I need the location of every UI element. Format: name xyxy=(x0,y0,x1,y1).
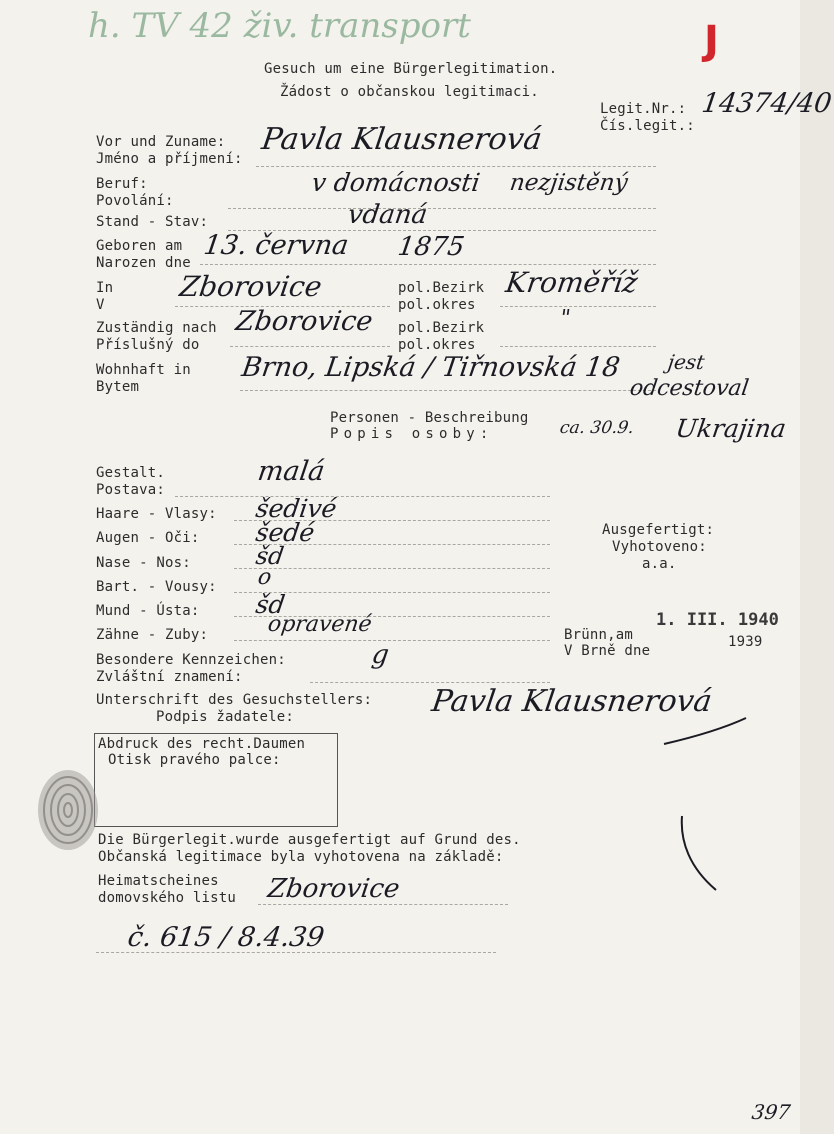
gestalt-label-cz: Postava: xyxy=(96,482,166,498)
basis-doc-value: Zborovice xyxy=(265,874,402,904)
kennzeichen-value: g xyxy=(369,640,391,670)
beruf-extra: nezjistěný xyxy=(508,170,630,196)
basis-doc-line xyxy=(258,904,508,905)
mund-value: šd xyxy=(253,590,287,619)
stand-label: Stand - Stav: xyxy=(96,214,209,230)
geboren-year: 1875 xyxy=(395,232,467,262)
geboren-label-de: Geboren am xyxy=(96,238,183,254)
geboren-label-cz: Narozen dne xyxy=(96,255,191,271)
in-bezirk-line xyxy=(500,306,656,307)
augen-value: šedé xyxy=(253,518,317,547)
geboren-value: 13. června xyxy=(201,230,351,261)
stand-value: vdaná xyxy=(345,200,430,230)
issued-year-print: 1939 xyxy=(728,634,763,650)
beruf-value: v domácnosti xyxy=(309,168,482,197)
issued-place-cz: V Brně dne xyxy=(564,643,651,659)
wohnhaft-value: Brno, Lipská / Tiřnovská 18 xyxy=(239,352,622,383)
mund-label: Mund - Ústa: xyxy=(96,603,200,619)
in-bezirk-value: Kroměříž xyxy=(503,266,640,299)
issued-label-de: Ausgefertigt: xyxy=(602,522,715,538)
issued-date-stamp: 1. III. 1940 xyxy=(656,610,779,630)
thumb-label-de: Abdruck des recht.Daumen xyxy=(98,736,306,752)
wohnhaft-label-de: Wohnhaft in xyxy=(96,362,191,378)
side-note-line1: jest xyxy=(666,350,707,374)
signature-label-cz: Podpis žadatele: xyxy=(156,709,295,725)
page-number: 397 xyxy=(750,1100,792,1124)
margin-pen-stroke xyxy=(676,812,726,892)
gestalt-line xyxy=(175,496,550,497)
augen-label: Augen - Oči: xyxy=(96,530,200,546)
in-label-cz: V xyxy=(96,297,105,313)
kennzeichen-line xyxy=(310,682,550,683)
zustandig-label-cz: Příslušný do xyxy=(96,337,200,353)
title-czech: Žádost o občanskou legitimaci. xyxy=(280,84,539,100)
geboren-line xyxy=(200,264,656,265)
zustandig-value: Zborovice xyxy=(233,306,375,337)
zahne-line xyxy=(234,640,550,641)
name-value: Pavla Klausnerová xyxy=(259,122,545,157)
in-bezirk-label-cz: pol.okres xyxy=(398,297,476,313)
legit-nr-label-de: Legit.Nr.: xyxy=(600,101,687,117)
description-heading-de: Personen - Beschreibung xyxy=(330,410,529,426)
zahne-value: opravené xyxy=(266,612,374,637)
name-label-cz: Jméno a příjmení: xyxy=(96,151,243,167)
top-pencil-note: h. TV 42 živ. transport xyxy=(88,6,471,46)
zustandig-label-de: Zuständig nach xyxy=(96,320,217,336)
zustandig-bezirk-label-cz: pol.okres xyxy=(398,337,476,353)
thumb-label-cz: Otisk pravého palce: xyxy=(108,752,281,768)
beruf-label-cz: Povolání: xyxy=(96,193,174,209)
basis-ref-line xyxy=(96,952,496,953)
description-heading-cz: Popis osoby: xyxy=(330,426,494,442)
basis-ref-value: č. 615 / 8.4.39 xyxy=(125,922,327,953)
gestalt-value: malá xyxy=(255,456,327,487)
zustandig-bezirk-value: " xyxy=(558,306,572,331)
side-note-line3: ca. 30.9. xyxy=(558,418,636,438)
thumbprint-image xyxy=(34,766,104,856)
gestalt-label-de: Gestalt. xyxy=(96,465,166,481)
in-label-de: In xyxy=(96,280,114,296)
basis-doc-label-de: Heimatscheines xyxy=(98,873,219,889)
basis-line-cz: Občanská legitimace byla vyhotovena na základě: xyxy=(98,849,504,865)
legit-nr-label-cz: Čís.legit.: xyxy=(600,118,695,134)
in-value: Zborovice xyxy=(177,270,324,303)
beruf-line xyxy=(228,208,656,209)
side-note-line4: Ukrajina xyxy=(673,414,788,443)
haare-value: šedivé xyxy=(253,494,339,523)
basis-doc-label-cz: domovského listu xyxy=(98,890,237,906)
basis-line-de: Die Bürgerlegit.wurde ausgefertigt auf Grund des. xyxy=(98,832,521,848)
stamp-letter-j: J xyxy=(704,18,719,64)
haare-label: Haare - Vlasy: xyxy=(96,506,217,522)
in-bezirk-label-de: pol.Bezirk xyxy=(398,280,485,296)
title-german: Gesuch um eine Bürgerlegitimation. xyxy=(264,61,558,77)
zustandig-bezirk-label-de: pol.Bezirk xyxy=(398,320,485,336)
zustandig-line xyxy=(230,346,390,347)
signature-label-de: Unterschrift des Gesuchstellers: xyxy=(96,692,373,708)
signature-value: Pavla Klausnerová xyxy=(429,684,715,719)
bart-value: o xyxy=(256,565,274,590)
nase-value: šd xyxy=(254,542,286,570)
zahne-label: Zähne - Zuby: xyxy=(96,627,209,643)
name-label-de: Vor und Zuname: xyxy=(96,134,226,150)
legit-nr-value: 14374/40 xyxy=(699,88,834,119)
kennzeichen-label-cz: Zvláštní znamení: xyxy=(96,669,243,685)
bart-label: Bart. - Vousy: xyxy=(96,579,217,595)
zustandig-bezirk-line xyxy=(500,346,656,347)
issued-label-cz: Vyhotoveno: xyxy=(612,539,707,555)
nase-label: Nase - Nos: xyxy=(96,555,191,571)
wohnhaft-label-cz: Bytem xyxy=(96,379,140,395)
name-line xyxy=(256,166,656,167)
issued-aa: a.a. xyxy=(642,556,677,572)
kennzeichen-label-de: Besondere Kennzeichen: xyxy=(96,652,286,668)
side-note-line2: odcestoval xyxy=(628,376,751,401)
nase-line xyxy=(234,568,550,569)
wohnhaft-line xyxy=(240,390,656,391)
beruf-label-de: Beruf: xyxy=(96,176,148,192)
signature-flourish xyxy=(660,710,750,750)
issued-place-de: Brünn,am xyxy=(564,627,634,643)
